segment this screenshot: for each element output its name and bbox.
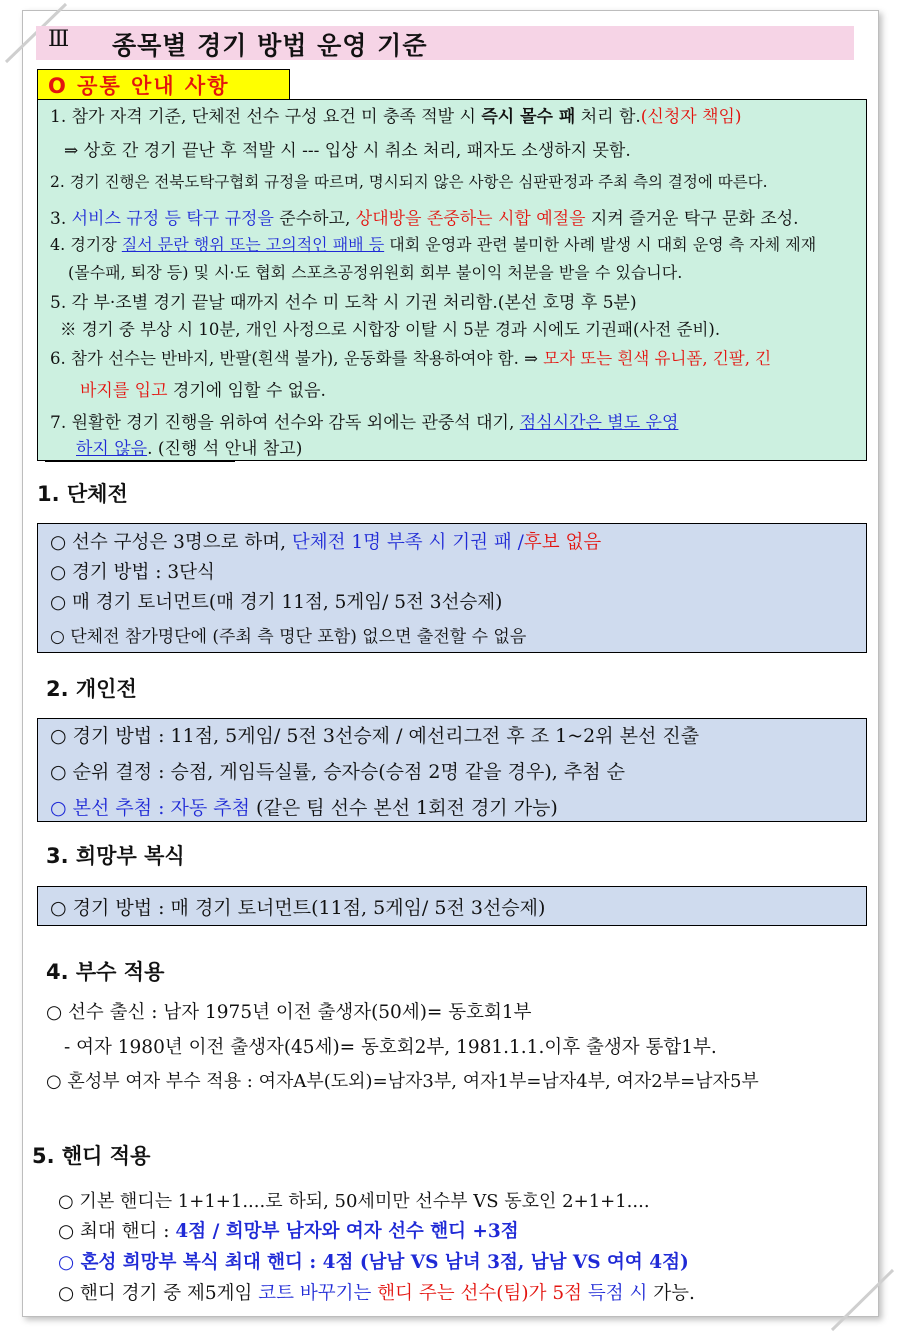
common-rule-1-note: ⇒ 상호 간 경기 끝난 후 적발 시 --- 입상 시 취소 처리, 패자도 소생하지 못함. [64, 141, 631, 161]
handicap-rule-4-red: 핸디 주는 선수(팀)가 5점 [377, 1283, 582, 1304]
team-event-box [37, 523, 867, 653]
common-rule-4-cont: (몰수패, 퇴장 등) 및 시·도 협회 스포츠공정위원회 회부 불이익 처분을 받을 수 있습니다. [68, 263, 683, 282]
rule-7-cont-post: . (진행 석 안내 참고) [147, 439, 303, 459]
handicap-rule-2-pre: ○ 최대 핸디 : [58, 1221, 176, 1242]
divider-line [45, 460, 235, 462]
handicap-heading: 5. 핸디 적용 [32, 1144, 151, 1168]
common-rule-4 [50, 232, 816, 255]
individual-event-heading: 2. 개인전 [46, 677, 137, 701]
rule-6-cont-red: 바지를 입고 [80, 381, 168, 401]
rule-1-red: (신청자 책임) [640, 107, 742, 127]
common-notes-heading [37, 69, 290, 101]
common-rule-6-cont [80, 376, 326, 401]
handicap-rule-3-blue: ○ 혼성 희망부 복식 최대 핸디 : 4점 (남남 VS 남녀 3점, 남남 VS 여여 4점) [58, 1252, 689, 1273]
team-rule-4: ○ 단체전 참가명단에 (주최 측 명단 포함) 없으면 출전할 수 없음 [50, 627, 527, 647]
rule-3-mid: 준수하고, [273, 209, 356, 229]
common-notes-box [37, 99, 867, 461]
team-rule-2: ○ 경기 방법 : 3단식 [50, 562, 215, 583]
hope-doubles-box [37, 886, 867, 926]
individual-rule-3-blue: ○ 본선 추첨 : 자동 추첨 [50, 797, 251, 819]
rule-7-cont-blue: 하지 않음 [76, 439, 148, 459]
team-rule-1-pre: ○ 선수 구성은 3명으로 하며, [50, 532, 292, 553]
rule-3-pre: 3. [50, 209, 72, 229]
common-rule-5-note: ※ 경기 중 부상 시 10분, 개인 사정으로 시합장 이탈 시 5분 경과 시에도 기권패(사전 준비). [60, 320, 721, 339]
hope-doubles-heading: 3. 희망부 복식 [46, 844, 185, 868]
handicap-rule-4-blue: 코트 바꾸기는 [258, 1283, 372, 1304]
division-heading: 4. 부수 적용 [46, 960, 165, 984]
team-event-heading: 1. 단체전 [37, 482, 128, 506]
rule-3-blue: 서비스 규정 등 탁구 규정을 [71, 209, 274, 229]
handicap-rule-4 [58, 1279, 695, 1305]
team-rule-1-red: 후보 없음 [523, 532, 602, 553]
handicap-rule-4-blue2: 득점 시 [587, 1283, 648, 1304]
page-title: 종목별 경기 방법 운영 기준 [112, 31, 428, 60]
rule-6-red: 모자 또는 흰색 유니폼, 긴팔, 긴 [543, 349, 772, 368]
division-rule-2: - 여자 1980년 이전 출생자(45세)= 동호회2부, 1981.1.1.이후 출생자 통합1부. [64, 1037, 717, 1058]
common-rule-6 [50, 345, 771, 369]
common-rule-3 [50, 204, 799, 229]
rule-7-blue: 점심시간은 별도 운영 [519, 413, 679, 433]
rule-7-pre: 7. 원활한 경기 진행을 위하여 선수와 감독 외에는 관중석 대기, [50, 413, 520, 433]
rule-1-mid: 처리 함. [575, 107, 641, 127]
handicap-rule-4-pre: ○ 핸디 경기 중 제5게임 [58, 1283, 259, 1304]
hope-rule-1: ○ 경기 방법 : 매 경기 토너먼트(11점, 5게임/ 5전 3선승제) [50, 897, 546, 919]
team-rule-3: ○ 매 경기 토너먼트(매 경기 11점, 5게임/ 5전 3선승제) [50, 592, 503, 613]
individual-rule-2: ○ 순위 결정 : 승점, 게임득실률, 승자승(승점 2명 같을 경우), 추첨 순 [50, 761, 625, 783]
rule-6-pre: 6. 참가 선수는 반바지, 반팔(흰색 불가), 운동화를 착용하여야 함. ⇒ [50, 349, 544, 368]
team-rule-1 [50, 528, 601, 554]
handicap-rule-1: ○ 기본 핸디는 1+1+1....로 하되, 50세미만 선수부 VS 동호인 2+1+1.... [58, 1191, 650, 1212]
individual-rule-3 [50, 793, 558, 820]
division-rule-3: ○ 혼성부 여자 부수 적용 : 여자A부(도외)=남자3부, 여자1부=남자4부, 여자2부=남자5부 [46, 1071, 759, 1092]
team-rule-1-blue: 단체전 1명 부족 시 기권 패 / [291, 532, 524, 553]
individual-event-box [37, 718, 867, 822]
division-rule-1: ○ 선수 출신 : 남자 1975년 이전 출생자(50세)= 동호회1부 [46, 1002, 532, 1023]
rule-4-blue: 질서 문란 행위 또는 고의적인 패배 등 [121, 235, 385, 254]
handicap-rule-3 [58, 1248, 689, 1274]
common-rule-2: 2. 경기 진행은 전북도탁구협회 규정을 따르며, 명시되지 않은 사항은 심판판정과 주최 측의 결정에 따른다. [50, 173, 768, 191]
rule-6-cont-post: 경기에 임할 수 없음. [167, 381, 326, 401]
common-rule-5: 5. 각 부·조별 경기 끝날 때까지 선수 미 도착 시 기권 처리함.(본선 호명 후 5분) [50, 293, 637, 313]
individual-rule-1: ○ 경기 방법 : 11점, 5게임/ 5전 3선승제 / 예선리그전 후 조 1~2위 본선 진출 [50, 725, 700, 747]
rule-4-post: 대회 운영과 관련 불미한 사례 발생 시 대회 운영 측 자체 제재 [384, 235, 817, 254]
rule-3-post: 지켜 즐거운 탁구 문화 조성. [585, 209, 799, 229]
handicap-rule-2 [58, 1217, 519, 1243]
common-rule-1 [50, 102, 742, 127]
rule-1-bold: 즉시 몰수 패 [481, 107, 576, 127]
handicap-rule-4-post: 가능. [647, 1283, 695, 1304]
rule-4-pre: 4. 경기장 [50, 235, 122, 254]
common-rule-7-cont [76, 434, 302, 459]
handicap-rule-2-blue: 4점 / 희망부 남자와 여자 선수 핸디 +3점 [175, 1221, 519, 1242]
common-rule-7 [50, 408, 678, 433]
section-roman-numeral: Ⅲ [48, 27, 70, 52]
rule-1-text: 1. 참가 자격 기준, 단체전 선수 구성 요건 미 충족 적발 시 [50, 107, 482, 127]
rule-3-red: 상대방을 존중하는 시합 예절을 [355, 209, 586, 229]
individual-rule-3-post: (같은 팀 선수 본선 1회전 경기 가능) [250, 797, 558, 819]
common-notes-heading-text: O 공통 안내 사항 [48, 74, 230, 98]
